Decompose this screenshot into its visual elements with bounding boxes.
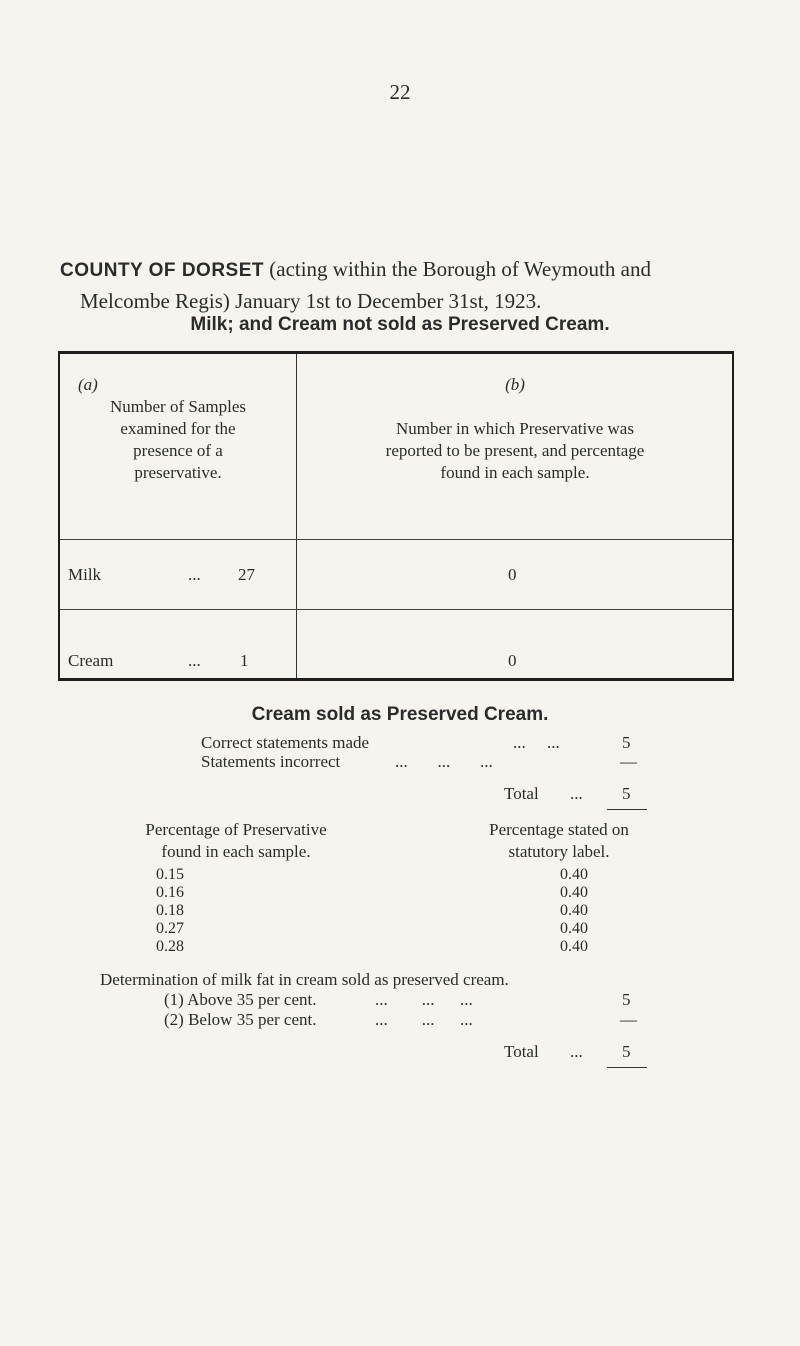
column-a-line: preservative. — [134, 463, 222, 482]
found-percentage: 0.16 — [156, 884, 184, 901]
stated-percentage: 0.40 — [560, 902, 588, 919]
column-a-letter: (a) — [78, 375, 98, 394]
stated-percentage-header — [454, 819, 664, 863]
heading-line1: (acting within the Borough of Weymouth and — [269, 257, 651, 281]
heading-line2: Melcombe Regis) January 1st to December 31st, 1923. — [80, 289, 542, 313]
stated-percentage: 0.40 — [560, 920, 588, 937]
leader-dots: ... — [570, 784, 583, 803]
column-b-line: reported to be present, and percentage — [385, 441, 645, 460]
milk-fat-total-value: 5 — [622, 1042, 631, 1061]
leader-dots: ... ... ... — [375, 1010, 473, 1029]
cream-sample-count: 1 — [240, 651, 249, 670]
header-line: Percentage stated on — [489, 820, 629, 839]
column-a-line: Number of Samples — [110, 397, 246, 416]
milk-fat-intro: Determination of milk fat in cream sold as preserved cream. — [100, 970, 509, 989]
milk-sample-count: 27 — [238, 565, 255, 584]
row-dots: ... — [188, 651, 201, 670]
header-line: Percentage of Preservative — [145, 820, 327, 839]
milk-fat-total-label: Total — [504, 1042, 539, 1061]
above-35-label: (1) Above 35 per cent. — [164, 990, 317, 1009]
row-divider — [60, 539, 732, 540]
stated-percentage: 0.40 — [560, 884, 588, 901]
page-number: 22 — [389, 80, 411, 104]
row-dots: ... — [188, 565, 201, 584]
row-label-milk: Milk — [68, 565, 102, 584]
total-rule — [607, 809, 647, 810]
correct-statements-label: Correct statements made — [201, 733, 370, 752]
leader-dots: ... ... — [513, 733, 560, 752]
milk-preservative-found: 0 — [508, 565, 517, 584]
statements-total-label: Total — [504, 784, 539, 803]
total-rule — [607, 1067, 647, 1068]
correct-statements-value: 5 — [622, 733, 631, 752]
stated-percentage: 0.40 — [560, 866, 588, 883]
row-divider — [60, 609, 732, 610]
section-title-not-preserved: Milk; and Cream not sold as Preserved Cream. — [190, 314, 610, 335]
preservative-table — [58, 351, 734, 681]
column-a-header — [60, 374, 296, 484]
cream-preservative-found: 0 — [508, 651, 517, 670]
header-line: statutory label. — [508, 842, 610, 861]
column-b-header — [298, 374, 732, 484]
found-percentage: 0.18 — [156, 902, 184, 919]
found-percentage: 0.15 — [156, 866, 184, 883]
report-heading — [60, 254, 780, 316]
column-b-line: Number in which Preservative was — [396, 419, 634, 438]
column-b-letter: (b) — [505, 375, 525, 394]
found-percentage: 0.27 — [156, 920, 184, 937]
section-title-preserved: Cream sold as Preserved Cream. — [251, 704, 549, 725]
column-a-line: examined for the — [120, 419, 236, 438]
column-divider — [296, 354, 297, 678]
column-b-line: found in each sample. — [440, 463, 590, 482]
found-percentage-header — [98, 819, 374, 863]
statements-total-value: 5 — [622, 784, 631, 803]
above-35-value: 5 — [622, 990, 631, 1009]
leader-dots: ... ... ... — [395, 752, 493, 771]
row-label-cream: Cream — [68, 651, 114, 670]
county-name: COUNTY OF DORSET — [60, 260, 264, 281]
column-a-line: presence of a — [133, 441, 223, 460]
below-35-label: (2) Below 35 per cent. — [164, 1010, 317, 1029]
found-percentage: 0.28 — [156, 938, 184, 955]
leader-dots: ... — [570, 1042, 583, 1061]
below-35-value: — — [620, 1010, 637, 1029]
stated-percentage: 0.40 — [560, 938, 588, 955]
incorrect-statements-value: — — [620, 752, 637, 771]
incorrect-statements-label: Statements incorrect — [201, 752, 341, 771]
leader-dots: ... ... ... — [375, 990, 473, 1009]
header-line: found in each sample. — [161, 842, 311, 861]
